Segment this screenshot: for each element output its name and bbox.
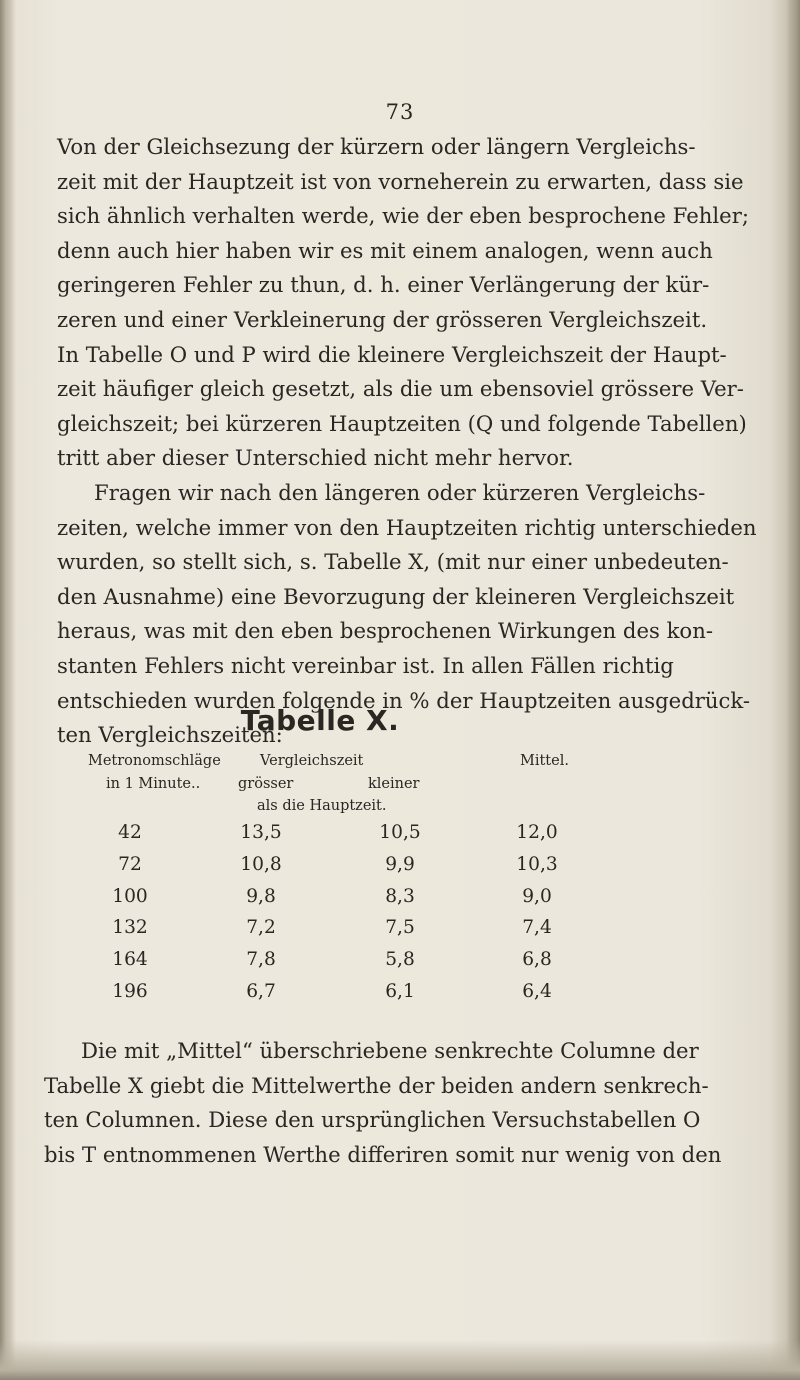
data-table [0, 822, 800, 1013]
cell-mean: 6,8 [522, 949, 552, 971]
cell-beats: 100 [112, 885, 148, 907]
cell-smaller: 10,5 [379, 822, 421, 843]
page-number: 73 [385, 100, 415, 124]
paragraph-body [57, 130, 757, 753]
text-line: ten Vergleichszeiten: [57, 722, 283, 748]
text-line: sich ähnlich verhalten werde, wie der eben besprochene Fehler; [57, 203, 749, 229]
cell-greater: 9,8 [246, 885, 276, 907]
text-line: geringeren Fehler zu thun, d. h. einer Verlängerung der kür- [57, 272, 710, 298]
cell-mean: 6,4 [522, 980, 552, 1002]
cell-beats: 196 [112, 980, 148, 1002]
cell-smaller: 5,8 [385, 949, 415, 971]
spine-shadow [0, 0, 16, 1380]
table-row [0, 886, 800, 918]
cell-greater: 13,5 [240, 822, 282, 843]
text-line: zeiten, welche immer von den Hauptzeiten richtig unterschieden [57, 514, 757, 540]
cell-beats: 72 [118, 853, 142, 875]
cell-beats: 132 [112, 917, 148, 939]
cell-greater: 10,8 [240, 853, 282, 875]
text-line: heraus, was mit den eben besprochenen Wirkungen des kon- [57, 618, 713, 644]
text-line: zeit mit der Hauptzeit ist von vorneherein zu erwarten, dass sie [57, 168, 744, 194]
table-row [0, 949, 800, 981]
header-metronome: Metronomschläge [88, 753, 221, 769]
header-smaller: kleiner [368, 776, 420, 792]
header-greater: grösser [238, 776, 294, 792]
cell-smaller: 7,5 [385, 917, 415, 939]
text-line: gleichszeit; bei kürzeren Hauptzeiten (Q und folgende Tabellen) [57, 410, 747, 436]
header-caption: als die Hauptzeit. [257, 798, 387, 814]
cell-greater: 7,8 [246, 949, 276, 971]
header-metronome-unit: in 1 Minute.. [106, 776, 201, 792]
text-line: Von der Gleichsezung der kürzern oder längern Vergleichs- [57, 134, 696, 159]
text-line: zeit häufiger gleich gesetzt, als die um ebensoviel grössere Ver- [57, 376, 744, 402]
cell-smaller: 9,9 [385, 853, 415, 875]
text-line: ten Columnen. Diese den ursprünglichen Versuchstabellen O [44, 1107, 701, 1133]
text-line: Tabelle X giebt die Mittelwerthe der beiden andern senkrech- [44, 1072, 709, 1098]
cell-beats: 164 [112, 949, 148, 971]
cell-smaller: 8,3 [385, 885, 415, 907]
text-line: Die mit „Mittel“ überschriebene senkrechte Columne der [81, 1038, 699, 1063]
cell-mean: 10,3 [516, 853, 558, 875]
table-row [0, 917, 800, 949]
text-line: stanten Fehlers nicht vereinbar ist. In allen Fällen richtig [57, 652, 674, 678]
text-line: In Tabelle O und P wird die kleinere Vergleichszeit der Haupt- [57, 341, 727, 367]
header-mean: Mittel. [520, 753, 569, 769]
text-line: denn auch hier haben wir es mit einem analogen, wenn auch [57, 237, 713, 263]
cell-greater: 6,7 [246, 980, 276, 1002]
text-line: den Ausnahme) eine Bevorzugung der kleineren Vergleichszeit [57, 583, 735, 609]
text-line: wurden, so stellt sich, s. Tabelle X, (mit nur einer unbedeuten- [57, 549, 729, 575]
cell-mean: 9,0 [522, 885, 552, 907]
table-row [0, 854, 800, 886]
text-line: bis T entnommenen Werthe differiren somit nur wenig von den [44, 1141, 722, 1167]
page-edge-right [786, 0, 800, 1380]
text-line: entschieden wurden folgende in % der Hauptzeiten ausgedrück- [57, 687, 751, 713]
header-comparison-time: Vergleichszeit [260, 753, 364, 769]
paragraph-closing [44, 1034, 722, 1172]
table-row [0, 981, 800, 1013]
page-edge-bottom [0, 1340, 800, 1380]
cell-beats: 42 [118, 822, 142, 843]
text-line: tritt aber dieser Unterschied nicht mehr hervor. [57, 445, 574, 471]
text-line: Fragen wir nach den längeren oder kürzeren Vergleichs- [94, 479, 706, 505]
cell-smaller: 6,1 [385, 980, 415, 1002]
table-title: Tabelle X. [240, 704, 400, 737]
table-row [0, 822, 800, 854]
cell-mean: 12,0 [516, 822, 558, 843]
text-line: zeren und einer Verkleinerung der grösseren Vergleichszeit. [57, 306, 708, 332]
cell-mean: 7,4 [522, 917, 552, 939]
cell-greater: 7,2 [246, 917, 276, 939]
